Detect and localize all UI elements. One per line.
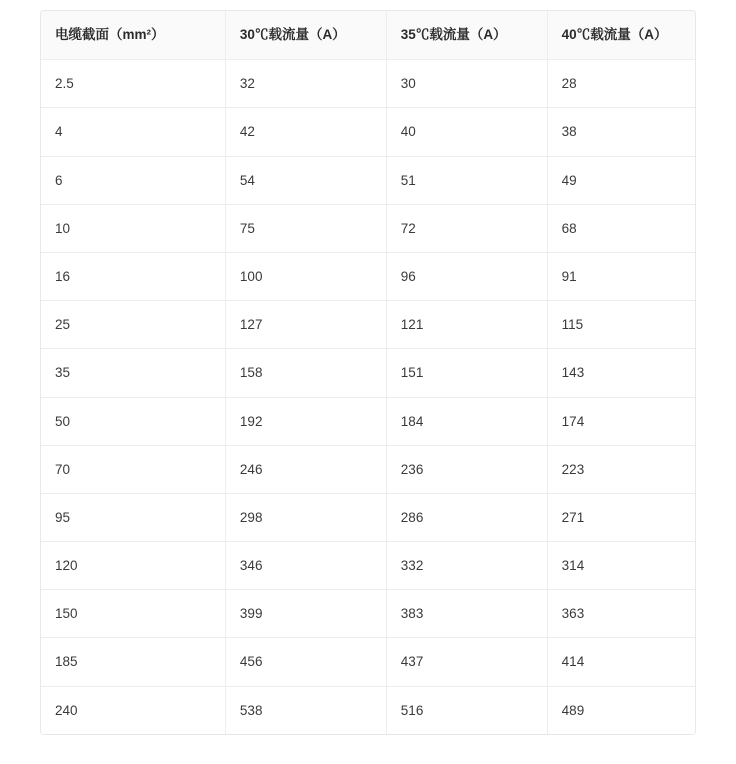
cell-ampacity-40c: 271	[547, 493, 695, 541]
cell-cable-cross-section: 35	[41, 349, 225, 397]
cell-ampacity-40c: 91	[547, 252, 695, 300]
table-row	[41, 156, 695, 204]
cell-cable-cross-section: 50	[41, 397, 225, 445]
cell-ampacity-30c: 32	[225, 60, 386, 108]
cell-ampacity-30c: 100	[225, 252, 386, 300]
column-header-ampacity-40c: 40℃载流量（A）	[547, 11, 695, 60]
cell-ampacity-40c: 414	[547, 638, 695, 686]
cell-cable-cross-section: 4	[41, 108, 225, 156]
table-row	[41, 108, 695, 156]
cell-ampacity-40c: 489	[547, 686, 695, 734]
cell-cable-cross-section: 120	[41, 542, 225, 590]
cell-cable-cross-section: 16	[41, 252, 225, 300]
cell-cable-cross-section: 240	[41, 686, 225, 734]
cell-ampacity-35c: 383	[386, 590, 547, 638]
cell-ampacity-30c: 346	[225, 542, 386, 590]
cell-cable-cross-section: 95	[41, 493, 225, 541]
cell-ampacity-40c: 68	[547, 204, 695, 252]
table-body	[41, 60, 695, 734]
cell-ampacity-35c: 40	[386, 108, 547, 156]
cell-ampacity-35c: 236	[386, 445, 547, 493]
cell-ampacity-30c: 54	[225, 156, 386, 204]
table-row	[41, 638, 695, 686]
cell-ampacity-40c: 28	[547, 60, 695, 108]
column-header-ampacity-35c: 35℃载流量（A）	[386, 11, 547, 60]
table-row	[41, 445, 695, 493]
cable-ampacity-table	[41, 11, 695, 734]
column-header-ampacity-30c: 30℃载流量（A）	[225, 11, 386, 60]
cell-cable-cross-section: 150	[41, 590, 225, 638]
table-header	[41, 11, 695, 60]
table-row	[41, 542, 695, 590]
cell-ampacity-30c: 298	[225, 493, 386, 541]
cable-ampacity-table-container	[40, 10, 696, 735]
cell-cable-cross-section: 185	[41, 638, 225, 686]
table-row	[41, 204, 695, 252]
table-row	[41, 349, 695, 397]
cell-ampacity-40c: 115	[547, 301, 695, 349]
cell-cable-cross-section: 6	[41, 156, 225, 204]
cell-ampacity-30c: 456	[225, 638, 386, 686]
cell-cable-cross-section: 70	[41, 445, 225, 493]
cell-ampacity-35c: 516	[386, 686, 547, 734]
cell-ampacity-30c: 127	[225, 301, 386, 349]
cell-ampacity-30c: 192	[225, 397, 386, 445]
table-row	[41, 590, 695, 638]
cell-ampacity-40c: 314	[547, 542, 695, 590]
cell-ampacity-35c: 184	[386, 397, 547, 445]
cell-ampacity-30c: 42	[225, 108, 386, 156]
cell-ampacity-35c: 96	[386, 252, 547, 300]
table-row	[41, 686, 695, 734]
cell-ampacity-40c: 38	[547, 108, 695, 156]
cell-ampacity-40c: 223	[547, 445, 695, 493]
table-header-row	[41, 11, 695, 60]
table-row	[41, 252, 695, 300]
table-row	[41, 493, 695, 541]
cell-ampacity-35c: 332	[386, 542, 547, 590]
table-row	[41, 397, 695, 445]
cell-ampacity-40c: 363	[547, 590, 695, 638]
cell-ampacity-30c: 75	[225, 204, 386, 252]
cell-cable-cross-section: 25	[41, 301, 225, 349]
cell-ampacity-30c: 399	[225, 590, 386, 638]
cell-ampacity-35c: 72	[386, 204, 547, 252]
cell-cable-cross-section: 10	[41, 204, 225, 252]
cell-ampacity-35c: 51	[386, 156, 547, 204]
cell-ampacity-35c: 121	[386, 301, 547, 349]
cell-ampacity-30c: 538	[225, 686, 386, 734]
cell-ampacity-35c: 286	[386, 493, 547, 541]
table-row	[41, 301, 695, 349]
cell-ampacity-30c: 158	[225, 349, 386, 397]
table-row	[41, 60, 695, 108]
cell-ampacity-40c: 49	[547, 156, 695, 204]
cell-ampacity-40c: 174	[547, 397, 695, 445]
cell-ampacity-30c: 246	[225, 445, 386, 493]
cell-ampacity-35c: 437	[386, 638, 547, 686]
cell-ampacity-35c: 151	[386, 349, 547, 397]
cell-ampacity-35c: 30	[386, 60, 547, 108]
cell-ampacity-40c: 143	[547, 349, 695, 397]
cell-cable-cross-section: 2.5	[41, 60, 225, 108]
column-header-cable-cross-section: 电缆截面（mm²）	[41, 11, 225, 60]
